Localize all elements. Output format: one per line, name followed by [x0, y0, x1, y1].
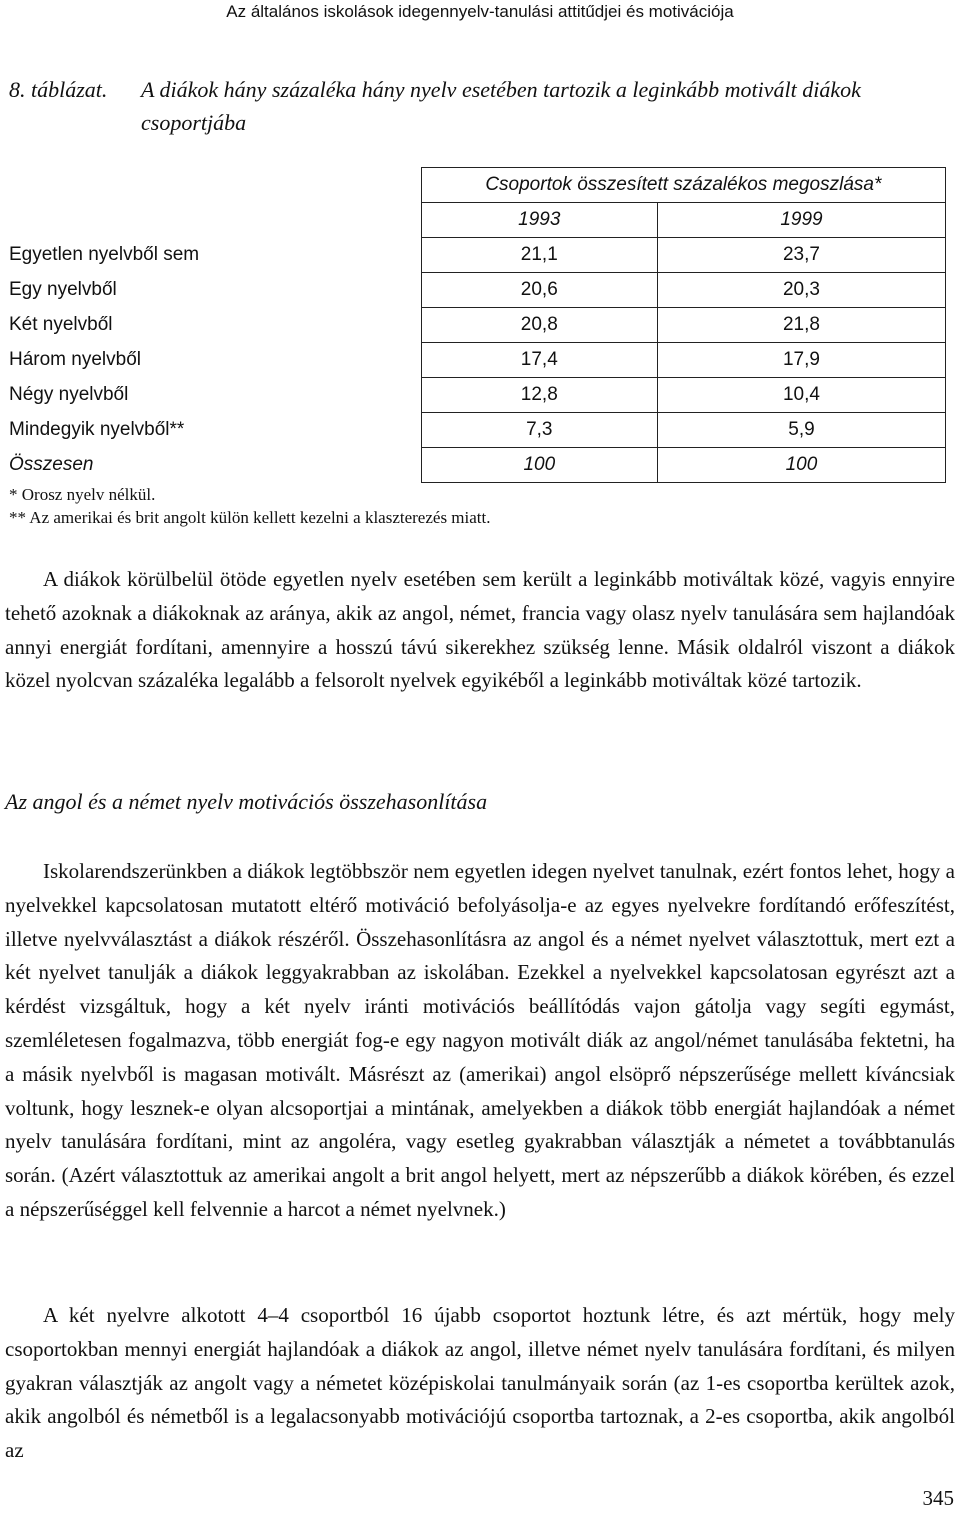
cell-1993: 100 — [421, 448, 657, 483]
row-label: Egy nyelvből — [9, 279, 117, 300]
cell-1993: 21,1 — [421, 238, 657, 273]
row-label: Összesen — [9, 454, 94, 475]
paragraph: A két nyelvre alkotott 4–4 csoportból 16 újabb csoportot hoztunk létre, és azt mértük, hogy mely csoportokban mennyi energiát hajlandóak a diákok az angol, illetve német nyelv tanulására fordítani, és milyen gyakran választják az angolt vagy a németet középiskolai tanulmányaik során (az 1-es csoportba kerültek azok, akik angolból és németből is a legalacsonyabb motivációjú csoportba tartoznak, a 2-es csoportba, akik angolból az — [5, 1303, 955, 1463]
year-1999-header: 1999 — [657, 203, 945, 238]
footnote: ** Az amerikai és brit angolt külön kellett kezelni a klaszterezés miatt. — [9, 508, 491, 527]
row-label: Négy nyelvből — [9, 384, 129, 405]
table-row — [9, 378, 946, 413]
year-1993-header: 1993 — [421, 203, 657, 238]
table-label: 8. táblázat. — [9, 77, 108, 102]
cell-1999: 5,9 — [657, 413, 945, 448]
table-footnotes — [9, 483, 491, 529]
footnote: * Orosz nyelv nélkül. — [9, 485, 156, 504]
table-row — [9, 343, 946, 378]
row-label: Mindegyik nyelvből** — [9, 419, 185, 440]
row-label: Egyetlen nyelvből sem — [9, 244, 200, 265]
table-year-row — [9, 203, 946, 238]
table-row — [9, 413, 946, 448]
cell-1999: 10,4 — [657, 378, 945, 413]
table-row — [9, 273, 946, 308]
cell-1999: 21,8 — [657, 308, 945, 343]
table-row — [9, 308, 946, 343]
table-title: A diákok hány százaléka hány nyelv esetében tartozik a leginkább motivált diákok csoportjába — [141, 77, 861, 135]
group-header: Csoportok összesített százalékos megoszlása* — [421, 168, 945, 203]
cell-1993: 20,8 — [421, 308, 657, 343]
table-caption — [9, 73, 939, 135]
cell-1993: 12,8 — [421, 378, 657, 413]
section-heading: Az angol és a német nyelv motivációs összehasonlítása — [5, 789, 488, 814]
table-header-row — [9, 168, 946, 203]
table-total-row — [9, 448, 946, 483]
cell-1993: 20,6 — [421, 273, 657, 308]
page-number: 345 — [922, 1486, 954, 1510]
cell-1999: 100 — [657, 448, 945, 483]
table-row — [9, 238, 946, 273]
paragraph: Iskolarendszerünkben a diákok legtöbbször nem egyetlen idegen nyelvet tanulnak, ezért fontos lehet, hogy a nyelvekkel kapcsolatosan mutatott eltérő motiváció befolyásolja-e az egyes nyelvekre fordítandó erőfeszítést, illetve nyelvválasztást a diákok részéről. Összehasonlításra az angol és a német nyelvet választottuk, mert ezt a két nyelvet tanulják a diákok leggyakrabban az iskolában. Ezekkel a nyelvekkel kapcsolatosan egyrészt azt a kérdést vizsgáltuk, hogy a két nyelv iránti motivációs beállítódás vajon gátolja vagy segíti egymást, szemléletesen fogalmazva, több energiát fog-e egy nagyon motivált diák az angol/német tanulásába fektetni, ha a másik nyelvből is magasan motivált. Másrészt az (amerikai) angol elsöprő népszerűsége mellett kíváncsiak voltunk, hogy lesznek-e olyan alcsoportjai a mintának, amelyekben a diákok több energiát hajlandóak a német nyelv tanulására fordítani, mint az angoléra, vagy esetleg gyakrabban választják a németet a továbbtanulás során. (Azért választottuk az amerikai angolt a brit angol helyett, mert az népszerűbb a diákok körében, és ezzel a népszerűséggel kell felvennie a harcot a német nyelvnek.) — [5, 859, 955, 1221]
row-label: Három nyelvből — [9, 349, 141, 370]
cell-1999: 20,3 — [657, 273, 945, 308]
cell-1999: 23,7 — [657, 238, 945, 273]
cell-1993: 17,4 — [421, 343, 657, 378]
paragraph: A diákok körülbelül ötöde egyetlen nyelv esetében sem került a leginkább motiváltak közé, vagyis ennyire tehető azoknak a diákoknak az aránya, akik az angol, német, francia vagy olasz nyelv tanulására sem hajlandóak annyi energiát fordítani, amennyire a hosszú távú sikerekhez szükség lenne. Másik oldalról viszont a diákok közel nyolcvan százaléka legalább a felsorolt nyelvek egyikéből a leginkább motiváltak közé tartozik. — [5, 567, 955, 693]
row-label: Két nyelvből — [9, 314, 113, 335]
running-header: Az általános iskolások idegennyelv-tanulási attitűdjei és motivációja — [226, 2, 734, 21]
cell-1999: 17,9 — [657, 343, 945, 378]
data-table — [9, 167, 946, 483]
cell-1993: 7,3 — [421, 413, 657, 448]
